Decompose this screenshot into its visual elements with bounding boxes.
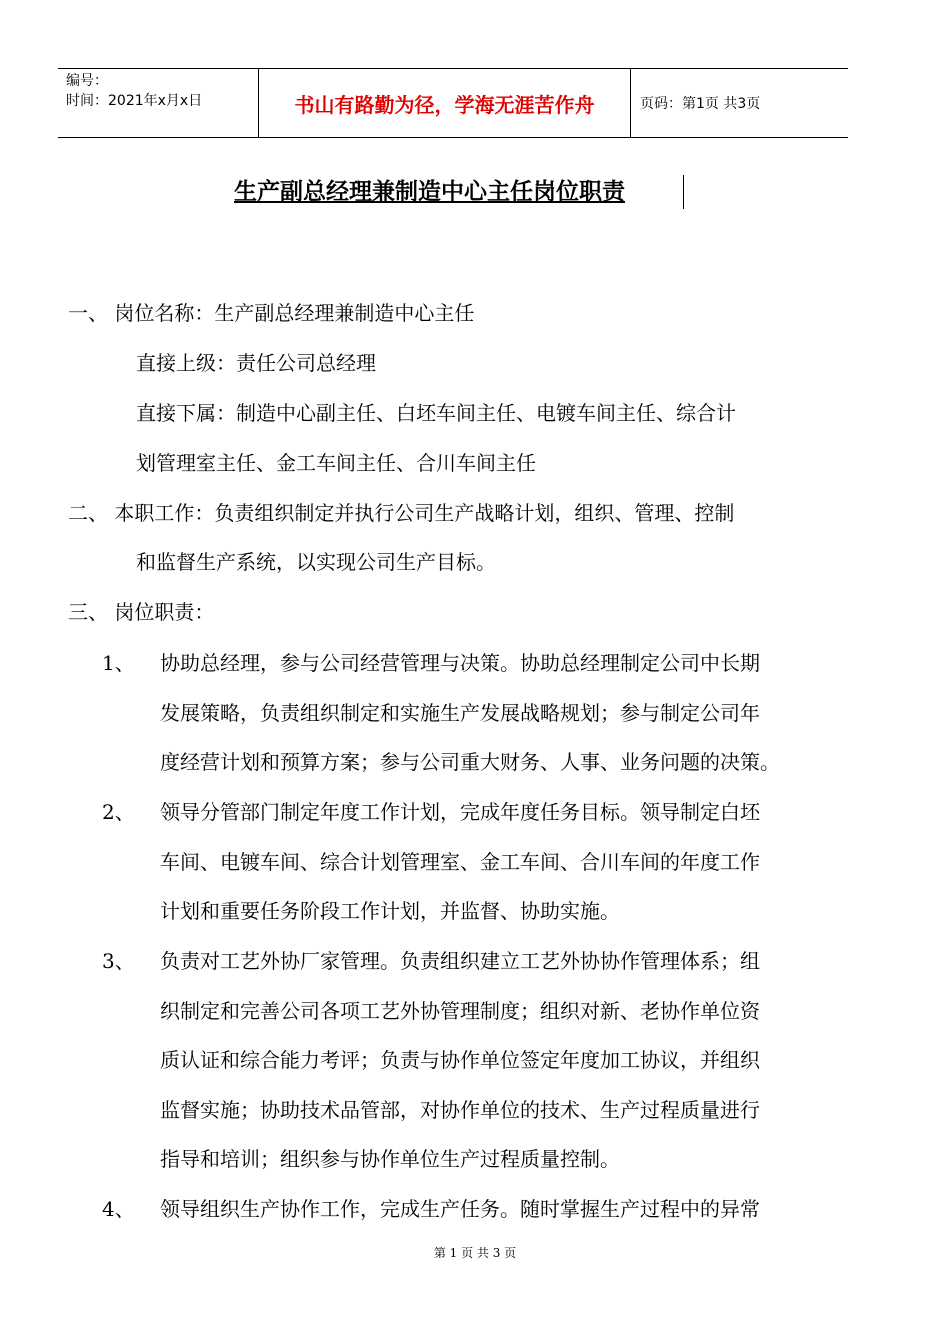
time-label: 时间：2021年x月x日 [66, 93, 203, 109]
header-left-cell [58, 69, 258, 137]
paragraph-line: 计划和重要任务阶段工作计划，并监督、协助实施。 [160, 899, 620, 923]
page-footer: 第 1 页 共 3 页 [433, 1246, 517, 1260]
item-number: 2、 [102, 800, 135, 824]
paragraph-line: 协助总经理，参与公司经营管理与决策。协助总经理制定公司中长期 [160, 651, 760, 675]
paragraph-line: 织制定和完善公司各项工艺外协管理制度；组织对新、老协作单位资 [160, 999, 760, 1023]
paragraph-line: 领导分管部门制定年度工作计划，完成年度任务目标。领导制定白坯 [160, 800, 760, 824]
paragraph-line: 直接上级：责任公司总经理 [136, 351, 376, 375]
motto-text: 书山有路勤为径，学海无涯苦作舟 [258, 69, 631, 137]
paragraph-line: 车间、电镀车间、综合计划管理室、金工车间、合川车间的年度工作 [160, 850, 760, 874]
header-table [58, 68, 848, 138]
paragraph-line: 划管理室主任、金工车间主任、合川车间主任 [136, 451, 536, 475]
item-number: 4、 [102, 1197, 135, 1221]
paragraph-line: 度经营计划和预算方案；参与公司重大财务、人事、业务问题的决策。 [160, 750, 780, 774]
item-number: 1、 [102, 651, 135, 675]
section-1-heading: 一、 岗位名称：生产副总经理兼制造中心主任 [68, 301, 475, 325]
paragraph-line: 领导组织生产协作工作，完成生产任务。随时掌握生产过程中的异常 [160, 1197, 760, 1221]
paragraph-line: 发展策略，负责组织制定和实施生产发展战略规划；参与制定公司年 [160, 701, 760, 725]
document-title: 生产副总经理兼制造中心主任岗位职责 [234, 175, 684, 209]
paragraph-line: 指导和培训；组织参与协作单位生产过程质量控制。 [160, 1147, 620, 1171]
page-label: 页码：第1页 共3页 [640, 96, 761, 112]
paragraph-line: 负责对工艺外协厂家管理。负责组织建立工艺外协协作管理体系；组 [160, 949, 760, 973]
paragraph-line: 和监督生产系统，以实现公司生产目标。 [136, 550, 496, 574]
section-2-heading: 二、 本职工作：负责组织制定并执行公司生产战略计划，组织、管理、控制 [68, 501, 735, 525]
section-3-heading: 三、 岗位职责： [68, 600, 215, 624]
paragraph-line: 质认证和综合能力考评；负责与协作单位签定年度加工协议，并组织 [160, 1048, 760, 1072]
paragraph-line: 直接下属：制造中心副主任、白坯车间主任、电镀车间主任、综合计 [136, 401, 736, 425]
item-number: 3、 [102, 949, 135, 973]
number-label: 编号： [66, 73, 108, 89]
paragraph-line: 监督实施；协助技术品管部，对协作单位的技术、生产过程质量进行 [160, 1098, 760, 1122]
